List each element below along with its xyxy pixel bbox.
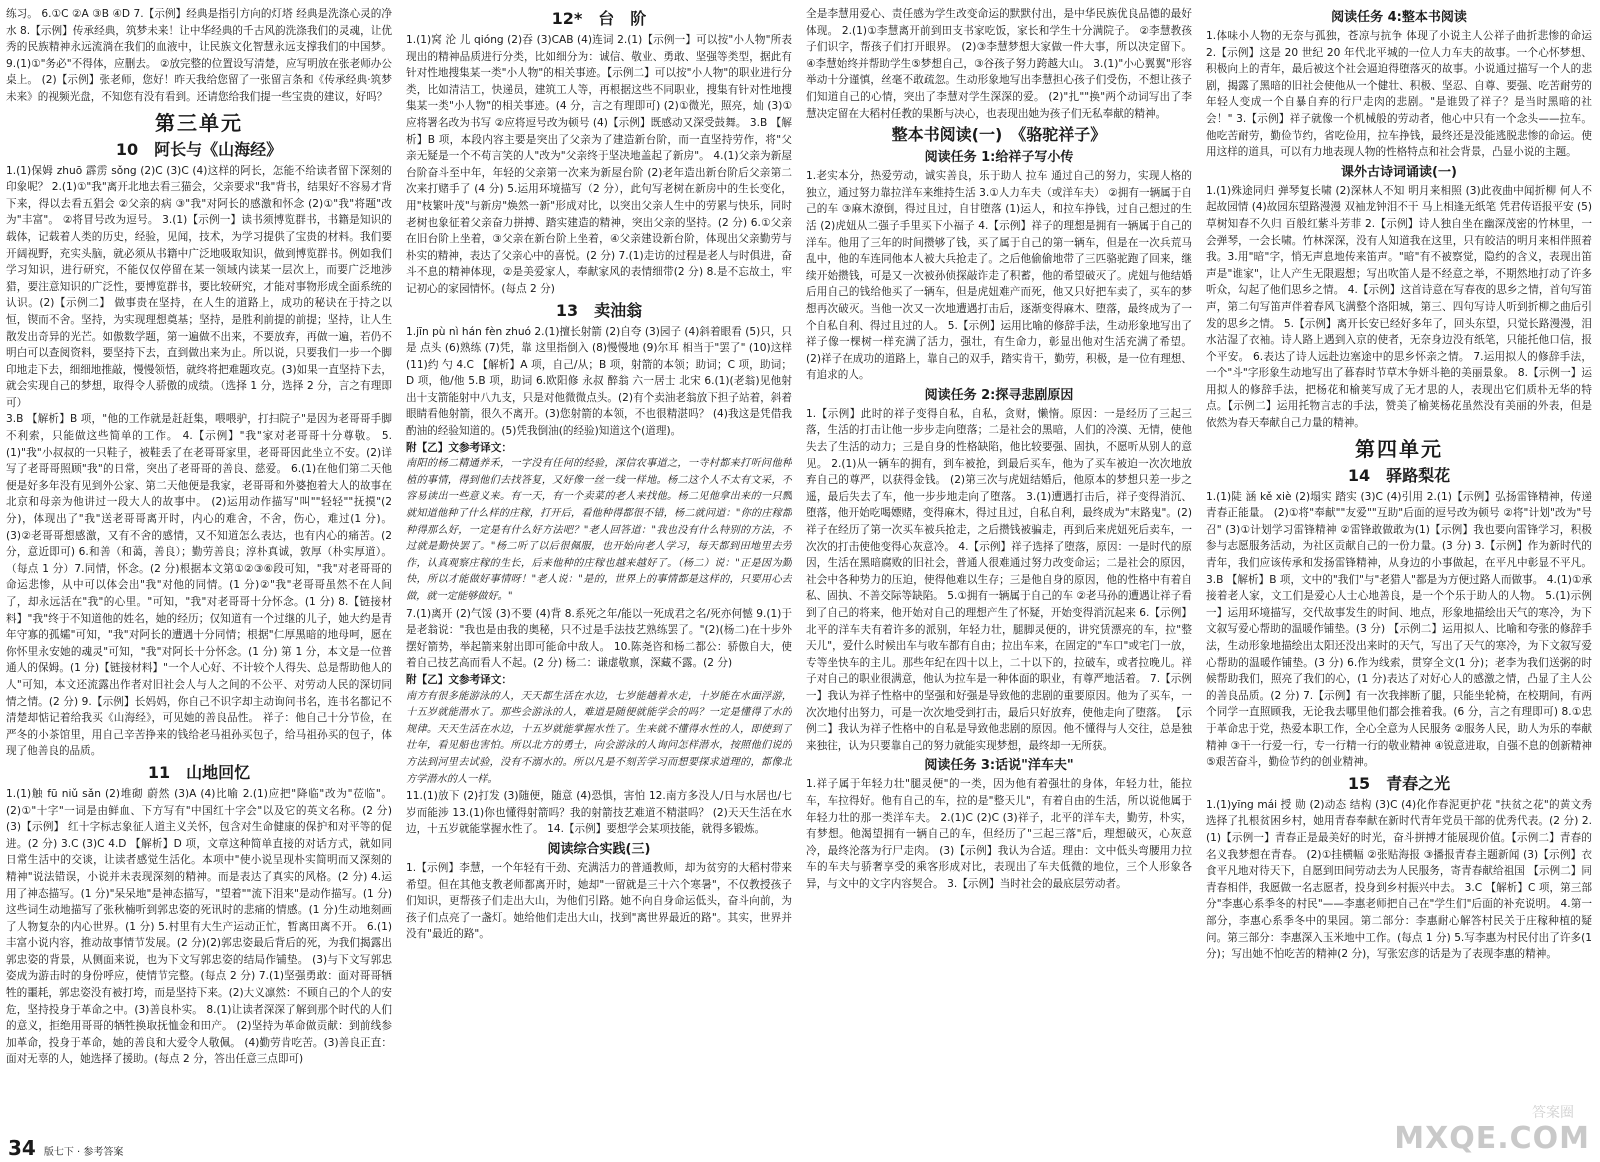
- answer-paragraph: 1.(1)保姆 zhuō 霹雳 sǒng (2)C (3)C (4)这样的阿长，怎能不给读者留下深刻的印象呢？ 2.(1)①"我"离开北地去看三猫会，父亲要求"我"背书，结果好不容易才背下来，得以去看五猖会 ②父亲的病 ③"我"对阿长的感激和怀念 (2)①"我"将题"改为"丰富"。 ②将冒号改为逗号。 3.(1)【示例一】读书须博览群书，书籍是知识的载体，记载着人类的历史，经验，见闻，技术，为学习提供了宝贵的材料。我们要开阔视野，充实头脑，就必须从书籍中广泛地吸取知识，做到博览群书。例如我们学习知识，进行研究，不能仅仅停留在某一领域内读某一层次上，而要广泛地涉猎，要注意知识的广泛性，要博览群书，要比较研究，才能对事物形成全面系统的认识。(2)【示例二】 做事贵在坚持，在人生的道路上，成功的秘诀在于持之以恒，锲而不舍。坚持，为实现理想奠基；坚持，是胜利前提的前提；坚持，让人生散发出奇异的光芒。如傲数学题，第一遍做不出来，不要放弃，再做一遍，若仍不明白可以查阅资料，要坚持下去，直到做出来为止。所以说，只要我们一步一个脚印地走下去，细细地推敲，慢慢领悟，就终将把难题攻克。(3)如果一直坚持下去，就会实现自己的梦想，取得令人骄傲的成绩。（选择 1 分，选择 2 分，言之有理即可）: [6, 164, 392, 409]
- answer-paragraph: 练习。 6.①C ②A ③B ④D 7.【示例】经典是指引方向的灯塔 经典是洗涤心灵的净水 8.【示例】传承经典，筑梦未来！让中华经典的千古风韵洗涤我们的灵魂，让优秀的民族精神永远流淌在我们的血液中，让民族文化智慧永远支撑我们的中国梦。 9.(1)①"务必"不得体，应删去。 ②放完整的位置设写清楚，应写明放在张老师办公桌上。 (2)【示例】张老师，您好！昨天我给您留了一张留言条和《传承经典·筑梦未来》的视频光盘，不知您有没有看到。还请您给我们提一些宝贵的建议，好吗？: [6, 8, 392, 103]
- answer-paragraph: 1.祥子属于年轻力壮"腿灵便"的一类，因为他有着强壮的身体，年轻力壮，能拉车，车拉得好。他有自己的车，拉的是"整天儿"，有着自由的生活，所以说他属于年轻力壮的那一类洋车夫。 2.(1)C (2)C (3)祥子，北平的洋车夫，勤劳，朴实，有梦想。他渴望拥有一辆自己的车，但经历了"三起三落"后，理想破灭，心灰意冷，最终沦落为行尸走肉。 (3)【示例】我认为合适。理由：文中低头弯腰用力拉车的车夫与骄奢享受的乘客形成对比，表现出了车夫低微的地位，三个人形象各异，与文中的文字内容契合。 3.【示例】当时社会的最底层劳动者。: [806, 778, 1192, 890]
- column-3: [806, 6, 1192, 1128]
- unit-heading: 第四单元: [1355, 436, 1443, 461]
- task-heading: 阅读任务 4:整本书阅读: [1331, 10, 1467, 25]
- answer-paragraph: 3.B 【解析】B 项，"他的工作就是赶赶集，喂喂驴，打扫院子"是因为老哥哥手脚不利索，只能做这些简单的工作。 4.【示例】"我"家对老哥哥十分尊敬。 5.(1)"我"小叔叔的一只鞋子，被鞋丢了在老哥哥家里，老哥哥因此坐立不安。(2)详写了老哥哥照顾"我"的日常，突出了老哥哥的善良、慈爱。 6.(1)在他们第二天他便是好多年没有见到外公家、第二天他便是我家，老哥哥和外婆抱着大人的故事在北京和母亲为他讲过一段大人的故事中。 (2)运用动作描写"叫""轻轻""抚摸"(2 分)，体现出了"我"送老哥哥离开时，内心的难舍，不舍，伤心，难过(1 分)。 (3)②老哥哥想感激，又有不舍的感情，又不知道怎么表达，也有内心的痛苦。(2 分，意近即可) 6.和善（和蔼，善良）；勤劳善良；淳朴真诚，敦厚（朴实厚道）。（每点 1 分）7.同情，怀念。(2 分)根据本文第①②③⑥段可知，"我"对老哥哥的命运悲惨，从中可以体会出"我"对他的同情。(1 分)②"我"老哥哥虽然不在人间了，却永远活在"我"的心里。"可知，"我"对老哥哥十分怀念。(1 分) 8.【链接材料】"我"终于不知道他的姓名，她的经历；仅知道有一个过继的儿子，她大约是青年守寡的孤孀"可知，"我"对阿长的遭遇十分同情；根据"仁厚黑暗的地母呵，愿在你怀里永安她的魂灵"可知，"我"对阿长十分怀念。(1 分) 第 1 分，本文是一位普通人的保姆。(1 分)【链接材料】"一个人心好、不计较个人得失、总是帮助他人的人"可知，本文还流露出作者对旧社会人与人之间的不公平、对劳动人民的深切同情之情。(2 分) 9.【示例】长妈妈，你自己不识字却主动询问书名，连书名都记不清楚却惦记着给我买《山海经》，可见她的善良品性。 祥子：他自己十分节俭，在严冬的小茶馆里，用自己辛苦挣来的钱给老马祖孙买包子，给马祖孙买的包子，体现了他善良的品质。: [6, 413, 392, 758]
- lesson-heading: 12* 台 阶: [551, 9, 647, 28]
- answer-paragraph: 7.(1)离开 (2)气馁 (3)不要 (4)背 8.系死之年/能以一死成君之名/死亦何憾 9.(1)于是老翁说："我也是由我的奥秘，只不过是手法技艺熟练罢了。"(2)(杨二)在十步外摆好箭势，举起箭来射出即可能命中敌人。 10.陈尧咨和杨二都公：骄傲自大，使着自己技艺高而看人不起。(2 分) 杨二：谦虚敬禀，深藏不露。(2 分): [406, 607, 792, 670]
- answer-key-page: [6, 6, 1592, 1128]
- answer-paragraph: 1.(1)yīng mái 授 勋 (2)动态 结构 (3)C (4)化作春泥更护花 "扶贫之花"的黄文秀选择了扎根贫困乡村，她用青春奉献在新时代青年党员干部的优秀代表。(2 分) 2.(1)【示例一】青春正是最美好的时光，奋斗拼搏才能展现价值。【示例二】青春的名义我梦想在青春。 (2)①挂横幅 ②张贴海报 ③播报青春主题新闻 (3)【示例】衣食平凡地对待天下，自愿到田间劳动去为人民服务，寄青春献给祖国 【示例二】同青春相伴，我愿做一名志愿者，投身到乡村振兴中去。 3.C 【解析】C 项，第三部分"李惠心系季冬的村民"——李惠老师把自己在"学生们"后面的补充说明。 4.第一部分，李惠心系季冬中的果园。第二部分：李惠耐心解答村民关于庄稼种植的疑问。第三部分：李惠深入玉米地中工作。(每点 1 分) 5.写李惠为村民付出了许多(1 分)；写出她不怕吃苦的精神(2 分)，写张宏彦的话是为了表现李惠的精神。: [1206, 798, 1592, 961]
- translation-text: 南方有很多能游泳的人，天天都生活在水边，七岁能趟着水走，十岁能在水面浮游，十五岁就能潜水了。那些会游泳的人，难道是随便就能学会的吗？一定是懂得了水的规律。天天生活在水边，十五岁就能掌握水性了。生来就不懂得水性的人，即使到了壮年，看见船也害怕。所以北方的勇士，向会游泳的人询问怎样潜水，按照他们说的方法到河里去试验，没有不溺水的。所以凡是不刻苦学习而想要探求道理的，都像北方学潜水的人一样。: [406, 690, 792, 785]
- lesson-heading: 10 阿长与《山海经》: [115, 139, 283, 159]
- answer-paragraph: 1.【示例】此时的祥子变得自私，自私，贪财，懒惰。原因：一是经历了三起三落，生活的打击让他一步步走向堕落；二是社会的黑暗，人们的冷漠、无情，使他失去了生活的动力；三是自身的性格缺陷，他比较要强、固执，不愿听从别人的意见。 2.(1)从一辆车的拥有，到车被抢，到最后买车，他为了买车被迫一次次地放弃自己的尊严，以获得金钱。 (2)第三次与虎妞结婚后，他原本的梦想只差一步之遥，最后失去了车，他一步步地走向了堕落。 3.(1)遭遇打击后，祥子变得消沉、堕落，他开始吃喝嫖赌，变得麻木，得过且过，自私自利，最终成为"末路鬼"。(2)祥子在经历了第一次买车被兵抢走，之后攒钱被骗走，再到后来虎妞死后卖车，一次次的打击使他变得心灰意冷。 4.【示例】祥子选择了堕落，原因：一是时代的原因，生活在黑暗腐败的旧社会，普通人很难通过努力改变命运；二是社会的原因，社会中各种势力的压迫，使得他难以生存；三是他自身的原因，他的性格中有着自私、固执、不善交际等缺陷。 5.①拥有一辆属于自己的车 ②老马孙的遭遇让祥子看到了自己的将来，他开始对自己的理想产生了怀疑，开始变得消沉起来 6.【示例】北平的洋车夫有着许多的派别，年轻力壮，腿脚灵便的，讲究赁漂亮的车，拉"整天儿"，爱什么时候出车与收车都有自由；拉出车来，在固定的"车口"或宅门一放，专等坐快车的主儿。那些年纪在四十以上，二十以下的，拉破车，或者拉晚儿。祥子对自己的职业很满意，他认为拉车是一种体面的职业，有尊严地活着。 7.【示例一】我认为祥子性格中的坚强和好强是导致他的悲剧的重要原因。他为了买车，一次次地付出努力，可是一次次地受到打击，最后只好放弃，使他走向了堕落。 【示例二】我认为祥子性格中的自私是导致他悲剧的原因。他不懂得与人交往，总是独来独往，认为只要靠自己的努力就能实现梦想，最终却一无所获。: [806, 407, 1192, 752]
- column-1: [6, 6, 392, 1128]
- task-heading: 阅读任务 2:探寻悲剧原因: [924, 387, 1074, 403]
- lesson-heading: 14 驿路梨花: [1347, 465, 1451, 485]
- answer-paragraph: 11.(1)放下 (2)打发 (3)随便，随意 (4)恐惧，害怕 12.南方多没人/日与水居也/七岁而能涉 13.(1)你也懂得射箭吗？我的射箭技艺难道不精湛吗？ (2)天天生活在水边，十五岁就能掌握水性了。 14.【示例】要想学会某项技能，就得多锻炼。: [406, 790, 792, 836]
- answer-paragraph: 1.jīn pù nì hán fèn zhuó 2.(1)擅长射箭 (2)自夸 (3)园子 (4)斜着眼看 (5)只，只是 点头 (6)熟练 (7)凭，靠 这里指倒入 (8)慢慢地 (9)尔耳 相当于"罢了" (10)这样 (11)约 勺 4.C 【解析】A 项，自己/从；B 项，射箭的本领；助词；C 项，助词；D 项，他/他 5.B 项，助词 6.欧阳修 永叔 醉翁 六一居士 北宋 6.(1)(老翁)见他射出十支箭能射中八九支，只是对他微微点头。(2)有个卖油老翁放下担子站着，斜着眼睛看他射箭，很久不离开。(3)您射箭的本领，不也很精湛吗？ (4)我这是凭借我酌油的经验知道的。(5)凭我倒油(的经验)知道这个(道理)。: [406, 325, 792, 438]
- answer-paragraph: 1.体味小人物的无奈与孤独，苍凉与抗争 体现了小说主人公祥子曲折悲惨的命运 2.【示例】这是 20 世纪 20 年代北平城的一位人力车夫的故事。一个心怀梦想、积极向上的青年，最后被这个社会逼迫得堕落灭的故事。小说通过描写一个人的悲剧，揭露了黑暗的旧社会使他从一个健壮、积极、坚忍、自尊、要强、吃苦耐劳的年轻人变成一个自暴自弃的行尸走肉的悲剧。"是谁毁了祥子？是当时黑暗的社会！" 3.【示例】祥子就像一个机械般的劳动者，他心中只有一个念头——拉车。他吃苦耐劳，勤俭节约，省吃俭用，拉车挣钱，最终还是没能逃脱悲惨的命运。使用这样的道具，可以有力地表现人物的性格特点和社会背景，凸显小说的主题。: [1206, 30, 1592, 159]
- column-2: [406, 6, 792, 1128]
- column-4: [1206, 6, 1592, 1128]
- answer-paragraph: 1.(1)陡 涵 kě xiè (2)塌实 踏实 (3)C (4)引用 2.(1)【示例】弘扬雷锋精神，传递青春正能量。 (2)①将"奉献""友爱""互助"后面的逗号改为顿号 ②将"计划"改为"号召" (3)①计划学习雷锋精神 ②雷锋敢做敢为(1)【示例】我也要向雷锋学习，积极参与志愿服务活动，为社区贡献自己的一份力量。(3 分) 3.【示例】作为新时代的青年，我们应该传承和发扬雷锋精神，从身边的小事做起，在平凡中彰显不平凡。 3.B 【解析】B 项，文中的"我们"与"老猎人"都是为方便过路人而做事。 4.(1)①承接着老人家，文工们是爱心人士心地善良，是一个个乐于助人的人物。 5.(1)示例一】运用环境描写，交代故事发生的时间、地点，形象地描绘出天气的寒冷，为下文叙写爱心帮助的温暖作铺垫。(3 分) 【示例二】运用拟人、比喻和夸张的修辞手法，生动形象地描绘出太阳还没出来时的天气，写出了天气的寒冷，为下文叙写爱心帮助的温暖作铺垫。(3 分) 6.作为线索，贯穿全文(1 分)；老李为我们送粥的时候帮助我们，照亮了我们的心，(1 分)表达了对好心人的感激之情，凸显了主人公的善良品质。(2 分) 7.【示例】有一次我摔断了腿，只能坐轮椅，在校期间，有两个同学一直照顾我，无论我去哪里他们都会推着我。(6 分，言之有理即可) 8.①忠于革命忠于党，热爱本职工作，全心全意为人民服务 ②服务人民，助人为乐的奉献精神 ③干一行爱一行，专一行精一行的敬业精神 ④锐意进取，自强不息的创新精神 ⑤艰苦奋斗，勤俭节约的创业精神。: [1206, 490, 1592, 769]
- footer-note: 版七下 · 参考答案: [43, 1147, 124, 1158]
- section-heading: 整本书阅读(一) 《骆驼祥子》: [891, 125, 1107, 145]
- answer-paragraph: 1.老实本分，热爱劳动，诚实善良，乐于助人 拉车 通过自己的努力，实现人格的独立，通过努力靠拉洋车来维持生活 3.①人力车夫（或洋车夫） ②拥有一辆属于自己的车 ③麻木潦倒，得过且过，自甘堕落 (1)运人，和拉车挣钱，过自己想过的生活 (2)虎妞从二强子手里买下小福子 4.【示例】祥子的理想是拥有一辆属于自己的洋车。他用了三年的时间攒够了钱，买了属于自己的第一辆车，但是在一次兵荒马乱中，他的车连同他本人被大兵抢走了。之后他偷偷地带了三匹骆驼跑了回来，继续开始攒钱，可是又一次被孙侦探敲诈走了积蓄，他的希望破灭了。虎妞与他结婚后用自己的钱给他买了一辆车，但是虎妞难产而死，他又只好把车卖了，买车的梦想再次破灭。当他一次又一次地遭遇打击后，逐渐变得麻木、堕落，最终成为了一个自私自利、得过且过的人。 5.【示例】运用比喻的修辞手法，生动形象地写出了祥子像一棵树一样充满了活力，强壮，有生命力，彰显出他对生活充满了希望。 (2)祥子在成功的道路上，靠自己的双手，踏实肯干，勤劳，积极，是一位有理想、有追求的人。: [806, 170, 1192, 382]
- page-footer: [8, 1136, 123, 1160]
- lesson-heading: 11 山地回忆: [147, 762, 251, 782]
- answer-paragraph: 全是李慧用爱心、责任感为学生改变命运的默默付出，是中华民族优良品德的最好体现。 2.(1)①李慧离开前到田支书家吃饭，家长和学生十分满院子。 ②李慧教孩子们识字，帮孩子们打开眼界。 (2)③李慧梦想大家做一件大事，所以决定留下。 ④李慧始终并帮助学生⑤梦想自己，③谷孩子努力跨越大山。 3.(1)"小心翼翼"形容举动十分谨慎，丝毫不敢疏忽。生动形象地写出李慧担心孩子们受伤，不想让孩子们知道自己的心情，突出了李慧对学生深深的爱。 (2)"扎""换"两个动词写出了李慧决定留在大稻村任教的果断与决心，也表现出她为孩子们无私奉献的精神。: [806, 8, 1192, 120]
- answer-paragraph: 1.(1)触 fū niǔ sǎn (2)堆砌 蔚然 (3)A (4)比喻 2.(1)应把"降临"改为"莅临"。 (2)①"十字"一词是由鲜血、下方写有"中国红十字会"以及它的英文名称。(2 分) (3)【示例】 红十字标志象征人道主义关怀，包含对生命健康的保护和对平等的促进。(2 分) 3.C (3)C 4.D 【解析】D 项，文章这种简单直接的对话方式，就如同日常生活中的交谈，让读者感觉生活化。本项中"使小说呈现朴实简明而又深刻的精神"说法错误，小说并未表现深刻的精神。而是表达了真实的风格。(2 分) 4.运用了神态描写。(1 分)"呆呆地"是神态描写，"望着""流下泪来"是动作描写。(1 分)这些词生动地描写了张秋楠听到郭忠姿的死讯时的悲痛的情感。(1 分)生动地刻画了人物复杂的内心世界。(1 分) 5.村里有大生产运动正忙，暂离田离不开。 6.(1)丰富小说内容，推动故事情节发展。(2 分)(2)郭忠姿最后背后的死，为我们揭露出郭忠姿的背景，从侧面来说，也为下文写郭忠姿的结局作铺垫。 (3)与下文写郭忠姿成为游击时的身份呼应，使情节完整。(每点 2 分) 7.(1)坚强勇敢：面对哥哥牺牲的噩耗，郭忠姿没有被打垮，而是坚持下来。(2)大义凛然：不顾自己的个人的安危，坚持投身于革命之中。(3)善良朴实。 8.(1)让读者深深了解到那个时代的人们的意义，拒绝用哥哥的牺牲换取抚恤金和田产。 (2)坚持为革命做贡献：到前线参加革命，投身于革命，她的善良和大爱令人敬佩。 (4)勤劳肯吃苦。(3)善良正直：面对无辜的人，她选择了援助。(每点 2 分，答出任意三点即可): [6, 787, 392, 1066]
- watermark-logo: MXQE.COM: [1394, 1121, 1590, 1156]
- section-heading: 课外古诗词诵读(一): [1341, 164, 1457, 180]
- section-heading: 阅读综合实践(三): [547, 841, 651, 857]
- answer-paragraph: 1.(1)窝 沦 儿 qióng (2)吞 (3)CAB (4)连词 2.(1)【示例一】可以按"小人物"所表现出的精神品质进行分类，比如细分为：诚信、敬业、勇敢、坚强等类型，据此有针对性地搜集某一类"小人物"的相关事迹。【示例二】可以按"小人物"的职业进行分类，比如清洁工，快递员，建筑工人等，再根据这些不同职业，搜集有针对性地搜集某一类"小人物"的相关事迹。(4 分，言之有理即可) (2)①微光，照亮，灿 (3)①应将署名改为书写 ②应将逗号改为顿号 (4)【示例】既感动又深受鼓舞。 3.B 【解析】B 项，本段内容主要是突出了父亲为了建造新台阶，而一直坚持劳作，将"父亲无疑是一个不苟言笑的人"改为"父亲终于坚决地盖起了新房"。 4.(1)父亲为新屋台阶奋斗至中年，年轻的父亲第一次来为新屋台阶 (2)老年造出新台阶后父亲第二次来打赌手了 (4 分) 5.运用环境描写（2 分），此句写老树在新房中的生长变化，用"枝繁叶茂"与新房"焕然一新"形成对比，以突出父亲人生中的劳累与快乐，同时老树也象征着父亲奋力拼搏、踏实建造的精神，突出父亲的坚持。(2 分) 6.①父亲在旧台阶上坐着，③父亲在新台阶上坐着，④父亲建设新台阶，体现出父亲勤劳与朴实的精神，表达了父亲心中的喜悦。(2 分) 7.(1)走访的过程是老人与时俱进，奋斗不息的精神体现，②是美爱家人，奉献家风的表情细带(2 分) 8.是不忘故土，牢记初心的家园情怀。(每点 2 分): [406, 34, 792, 295]
- lesson-heading: 15 青春之光: [1347, 773, 1451, 793]
- task-heading: 阅读任务 3:话说"洋车夫": [924, 758, 1074, 774]
- page-number: 34: [8, 1136, 36, 1160]
- translation-heading: 附【乙】文参考译文：: [406, 673, 512, 686]
- watermark-cn: 答案圈: [1532, 1105, 1574, 1121]
- translation-text: 南阳的杨二精通养禾，一字没有任何的经验，深信农事道之，一寺村都来打听问他种植的事情，得到他们去找答复，又好像一丝一线一样地。杨二这个人不太有文采，不容易读出一些意义来。有一天，有一个卖菜的老人来找他。杨二见他拿出来的一只瓢就知道他种了什么样的庄稼，打开后，看他种得都很不错，杨二就问道："你的庄稼都种得那么好，一定是有什么好方法吧？"老人回答道："我也没有什么特别的方法，不过就是勤快罢了。"杨二听了以后很佩服，也开始向老人学习，每天都到田地里去劳作，认真观察庄稼的生长，后来他种的庄稼也越来越好了。（杨二）说："正是因为勤快，所以才能做好事情呀！"老人说："是的，世界上的事情都是这样的，只要用心去做，就一定能够做好。": [406, 458, 792, 602]
- answer-paragraph: 1.【示例】李慧，一个年轻有干劲、充满活力的普通教师，却为贫穷的大稻村带来希望。但在其他支教老师都离开时，她却"一留就是三十六个寒暑"，不仅教授孩子们知识，更帮孩子们走出大山，为他们引路。她不向自身命运低头，奋斗向前，为孩子们点亮了一盏灯。她给他们走出大山，找到"离世界最近的路"。其实，世界并没有"最近的路"。: [406, 861, 792, 941]
- unit-heading: 第三单元: [155, 110, 243, 135]
- task-heading: 阅读任务 1:给祥子写小传: [924, 150, 1074, 166]
- answer-paragraph: 1.(1)殊途同归 弹琴复长啸 (2)深林人不知 明月来相照 (3)此夜曲中闻折柳 何人不起故园情 (4)故园东望路漫漫 双袖龙钟泪不干 马上相逢无纸笔 凭君传语报平安 (5)草树知春不久归 百般红紫斗芳菲 2.【示例】诗人独自坐在幽深茂密的竹林里，一会弹琴，一会长啸。竹林深深，没有人知道我在这里，只有皎洁的明月来相伴照着我。3.用"暗"字，悄无声息地传来笛声。"暗"有不被察觉，隐约的含义，表现出笛声是"谁家"，让人产生无限遐想；写出吹笛人是不经意之举，不期然地打动了许多听众，勾起了他们思乡之情。 4.【示例】这首诗意在写春夜的思乡之情，首句写笛声，第二句写笛声伴着春风飞满整个洛阳城，第三、四句写诗人听到折柳之曲后引发的思乡之情。 5.【示例】离开长安已经好多年了，回头东望，只觉长路漫漫，泪水沾湿了衣袖。诗人路上遇到入京的使者，无奈身边没有纸笔，只能托他口信，报个平安。 6.表达了诗人远赴边塞途中的思乡怀亲之情。 7.运用拟人的修辞手法，一个"斗"字形象生动地写出了暮春时节草木争妍斗艳的美丽景象。 8.【示例一】运用拟人的修辞手法，把杨花和榆荚写成了无才思的人，表现出它们质朴无华的特点。【示例二】运用托物言志的手法，赞美了榆荚杨花虽然没有美丽的外表，但是依然为春天奉献自己力量的精神。: [1206, 184, 1592, 430]
- lesson-heading: 13 卖油翁: [555, 300, 643, 320]
- translation-heading: 附【乙】文参考译文：: [406, 441, 512, 454]
